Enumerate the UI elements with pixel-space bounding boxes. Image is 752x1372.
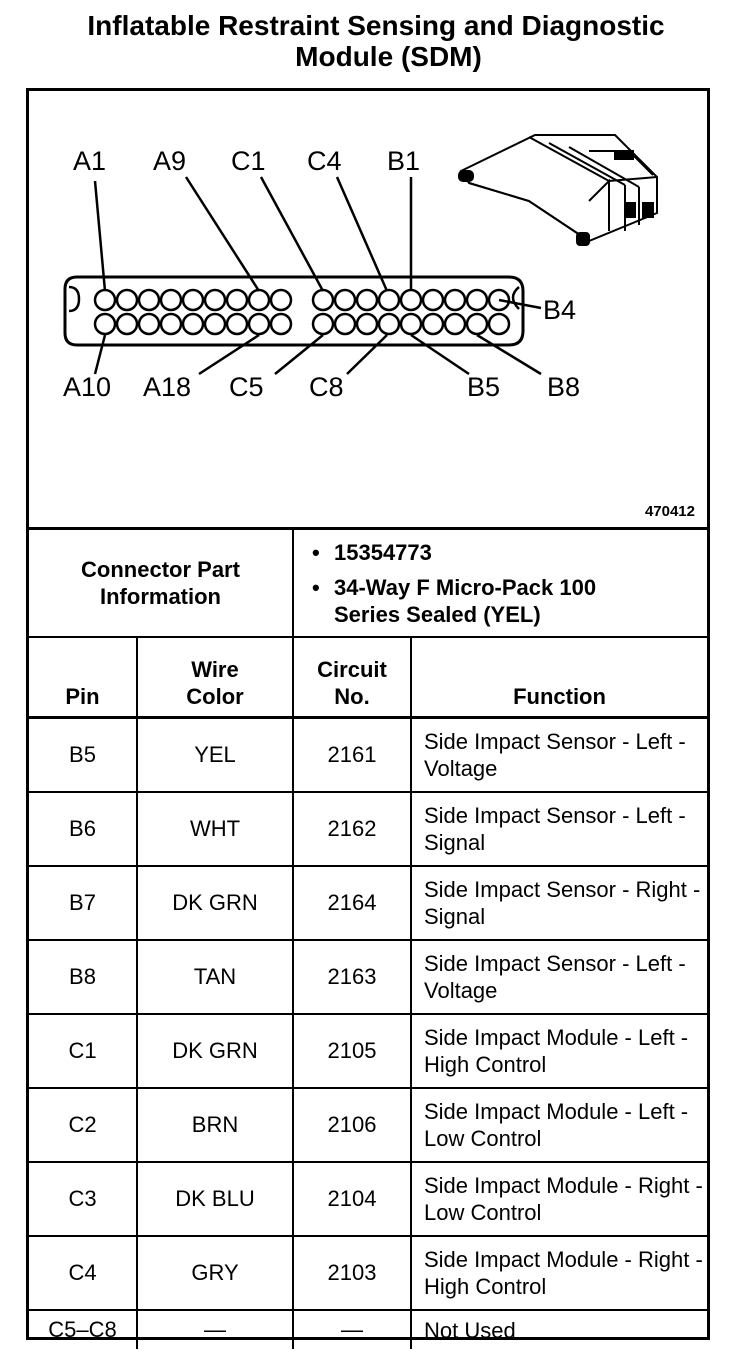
connector-pinout-table: [29, 527, 707, 1349]
leader-b8: [477, 335, 541, 374]
cell-wire-color: TAN: [137, 940, 293, 1014]
bottom-pin-hole: [379, 314, 399, 334]
pin-label-c5: C5: [229, 372, 264, 402]
cell-pin: C2: [29, 1088, 137, 1162]
pin-label-b8: B8: [547, 372, 581, 402]
header-circuit-no: Circuit No.: [293, 637, 411, 718]
table-row: [29, 1162, 707, 1236]
pin-label-a9: A9: [153, 146, 187, 176]
connector-info-list: [293, 529, 707, 638]
top-pin-hole: [335, 290, 355, 310]
pin-label-b1: B1: [387, 146, 421, 176]
pin-label-b4: B4: [543, 295, 577, 325]
leader-a1: [95, 181, 105, 291]
cell-circuit-no: 2104: [293, 1162, 411, 1236]
table-row: [29, 718, 707, 793]
cell-wire-color: YEL: [137, 718, 293, 793]
bottom-pin-hole: [489, 314, 509, 334]
header-wire-color: Wire Color: [137, 637, 293, 718]
bottom-pin-hole: [357, 314, 377, 334]
bottom-pin-hole: [249, 314, 269, 334]
cell-function: Not Used: [411, 1310, 707, 1349]
connector-face-drawing: [29, 91, 707, 527]
title-line-1: Inflatable Restraint Sensing and Diagnostic: [87, 10, 665, 41]
cell-function: Side Impact Sensor - Left - Voltage: [411, 940, 707, 1014]
cell-wire-color: DK BLU: [137, 1162, 293, 1236]
cell-pin: B6: [29, 792, 137, 866]
table-row: [29, 1236, 707, 1310]
cell-pin: B8: [29, 940, 137, 1014]
cell-function: Side Impact Sensor - Right - Signal: [411, 866, 707, 940]
top-pin-hole: [313, 290, 333, 310]
leader-b5: [411, 335, 469, 374]
table-row: [29, 1088, 707, 1162]
bottom-pin-hole: [161, 314, 181, 334]
top-pin-hole: [183, 290, 203, 310]
cell-circuit-no: 2164: [293, 866, 411, 940]
pin-label-a1: A1: [73, 146, 107, 176]
connector-frame: [26, 88, 710, 1343]
leader-a10: [95, 335, 105, 374]
pin-label-a18: A18: [143, 372, 192, 402]
connector-key: [69, 287, 79, 311]
leader-a18: [199, 335, 259, 374]
cell-pin: C5–C8: [29, 1310, 137, 1349]
leader-a9: [186, 177, 259, 291]
top-pin-hole: [271, 290, 291, 310]
cell-wire-color: —: [137, 1310, 293, 1349]
bottom-pin-hole: [271, 314, 291, 334]
cell-function: Side Impact Module - Left - Low Control: [411, 1088, 707, 1162]
top-pin-hole: [445, 290, 465, 310]
pin-label-c8: C8: [309, 372, 344, 402]
leader-c5: [275, 335, 323, 374]
cell-function: Side Impact Module - Right - High Control: [411, 1236, 707, 1310]
cell-circuit-no: 2103: [293, 1236, 411, 1310]
table-row: [29, 792, 707, 866]
cell-pin: C3: [29, 1162, 137, 1236]
top-pin-hole: [117, 290, 137, 310]
top-pin-hole: [379, 290, 399, 310]
top-pin-hole: [249, 290, 269, 310]
bottom-pin-hole: [445, 314, 465, 334]
pin-label-a10: A10: [63, 372, 112, 402]
bottom-pin-hole: [313, 314, 333, 334]
cell-circuit-no: 2106: [293, 1088, 411, 1162]
bottom-pin-hole: [335, 314, 355, 334]
bottom-pin-hole: [117, 314, 137, 334]
pin-row-top: [95, 290, 509, 310]
pin-label-c4: C4: [307, 146, 342, 176]
cell-pin: C4: [29, 1236, 137, 1310]
cell-circuit-no: —: [293, 1310, 411, 1349]
top-pin-hole: [423, 290, 443, 310]
cell-pin: C1: [29, 1014, 137, 1088]
cell-wire-color: DK GRN: [137, 866, 293, 940]
connector-diagram: [29, 91, 707, 527]
bottom-pin-hole: [401, 314, 421, 334]
title-line-2: Module (SDM): [295, 41, 482, 72]
bottom-pin-hole: [227, 314, 247, 334]
table-row: [29, 866, 707, 940]
leader-c8: [347, 335, 387, 374]
cell-wire-color: WHT: [137, 792, 293, 866]
connector-info-label: Connector Part Information: [29, 529, 293, 638]
connector-isometric-icon: [459, 135, 657, 245]
bottom-pin-hole: [95, 314, 115, 334]
header-pin: Pin: [29, 637, 137, 718]
bottom-pin-hole: [139, 314, 159, 334]
cell-circuit-no: 2162: [293, 792, 411, 866]
cell-pin: B7: [29, 866, 137, 940]
page-title: [0, 10, 752, 72]
top-pin-hole: [95, 290, 115, 310]
top-pin-hole: [227, 290, 247, 310]
table-row: [29, 940, 707, 1014]
connector-part-number: • 15354773: [312, 539, 432, 565]
leader-c1: [261, 177, 323, 291]
figure-number: 470412: [644, 503, 695, 520]
bottom-pin-hole: [183, 314, 203, 334]
pin-row-bottom: [95, 314, 509, 334]
cell-circuit-no: 2105: [293, 1014, 411, 1088]
top-pin-hole: [139, 290, 159, 310]
top-pin-hole: [205, 290, 225, 310]
table-row: [29, 1310, 707, 1349]
top-pin-hole: [467, 290, 487, 310]
bottom-pin-hole: [467, 314, 487, 334]
cell-wire-color: GRY: [137, 1236, 293, 1310]
cell-function: Side Impact Module - Right - Low Control: [411, 1162, 707, 1236]
table-header-row: [29, 637, 707, 718]
cell-function: Side Impact Module - Left - High Control: [411, 1014, 707, 1088]
connector-key-right: [513, 287, 519, 309]
cell-function: Side Impact Sensor - Left - Signal: [411, 792, 707, 866]
cell-circuit-no: 2161: [293, 718, 411, 793]
bottom-pin-hole: [205, 314, 225, 334]
connector-info-row: [29, 529, 707, 638]
cell-function: Side Impact Sensor - Left - Voltage: [411, 718, 707, 793]
header-function: Function: [411, 637, 707, 718]
table-row: [29, 1014, 707, 1088]
connector-description: • 34-Way F Micro-Pack 100 Series Sealed (YEL): [312, 574, 597, 627]
top-pin-hole: [401, 290, 421, 310]
cell-pin: B5: [29, 718, 137, 793]
top-pin-hole: [161, 290, 181, 310]
leader-c4: [337, 177, 387, 291]
bottom-pin-hole: [423, 314, 443, 334]
cell-wire-color: BRN: [137, 1088, 293, 1162]
cell-circuit-no: 2163: [293, 940, 411, 1014]
pin-rows: [29, 718, 707, 1350]
cell-wire-color: DK GRN: [137, 1014, 293, 1088]
top-pin-hole: [357, 290, 377, 310]
pin-label-c1: C1: [231, 146, 266, 176]
pin-label-b5: B5: [467, 372, 501, 402]
